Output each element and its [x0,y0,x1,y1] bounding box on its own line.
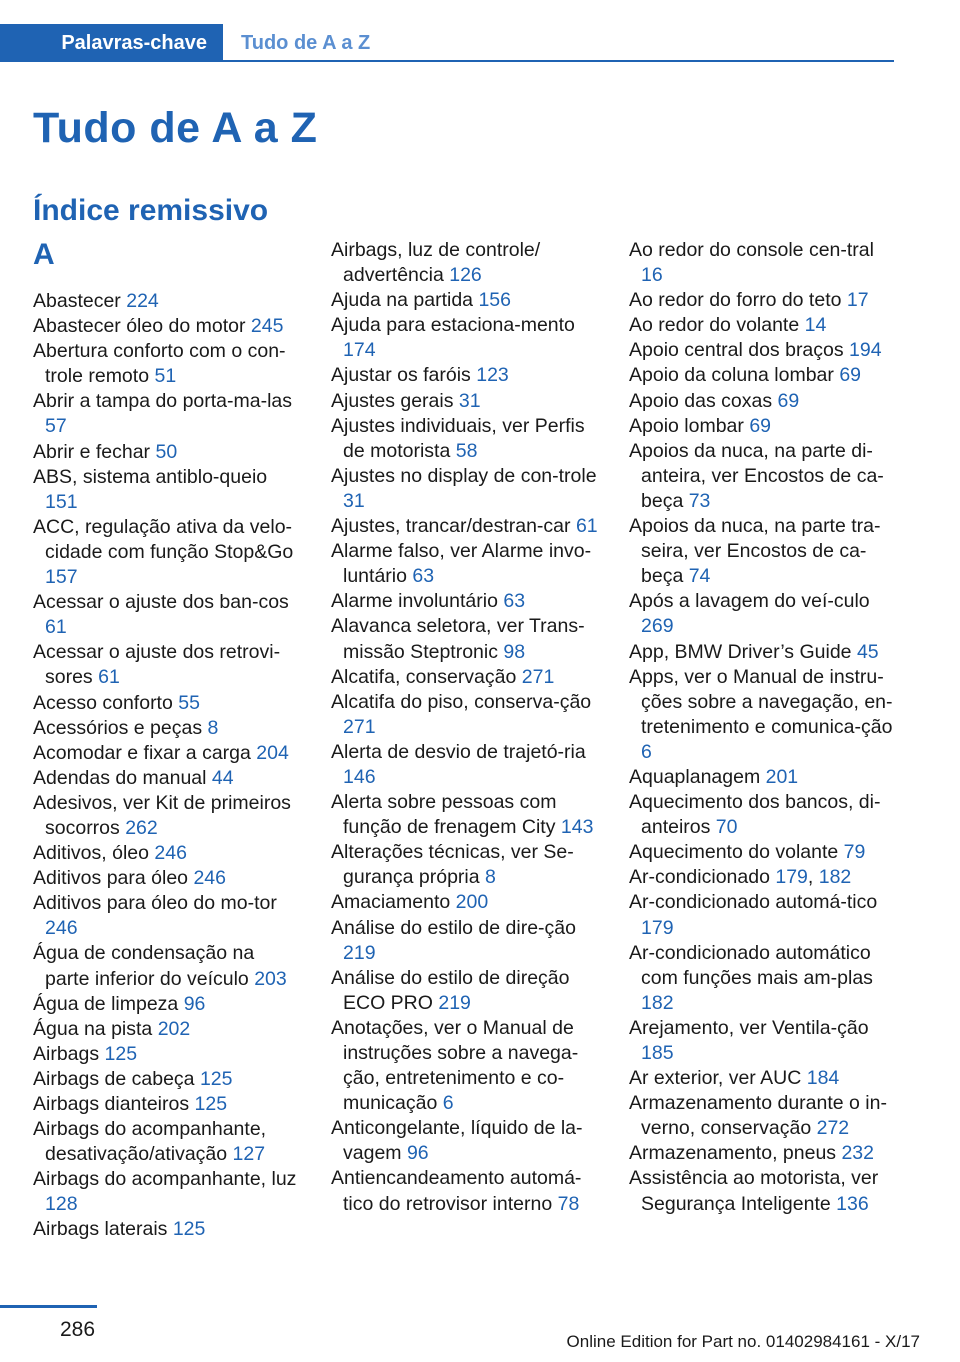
index-entry [33,992,301,1017]
index-entry [331,1116,599,1166]
index-entry [331,966,599,1016]
page-link[interactable]: 126 [449,264,482,287]
page-link[interactable]: 70 [715,816,738,839]
page-link[interactable]: 151 [45,490,78,513]
index-entry [33,1067,301,1092]
page-link[interactable]: 232 [841,1142,874,1165]
index-entry-text: Airbags [33,1042,105,1065]
index-entry [33,791,301,841]
page-link[interactable]: 202 [157,1017,191,1040]
index-entry-text: Acessórios e peças [33,716,208,739]
index-entry [629,1066,897,1091]
index-entry-text: Apoios da nuca, na parte di-anteira, ver Encostos de ca-beça [629,439,884,512]
index-entry [33,440,301,465]
index-entry [33,866,301,891]
index-entry-text: Apoio lombar [629,414,750,437]
index-entry [33,339,301,389]
index-entry [629,790,897,840]
index-entry [629,288,897,313]
page-link[interactable]: 182 [818,866,852,889]
page-title: Tudo de A a Z [33,104,318,152]
index-entry-text: Aquecimento do volante [629,841,844,864]
index-entry [331,464,599,514]
index-entry [629,1141,897,1166]
page-link[interactable]: 8 [207,716,219,739]
page-link[interactable]: 179 [641,916,674,939]
index-entry-text: App, BMW Driver’s Guide [629,640,857,663]
index-entry-text: Análise do estilo de direção ECO PRO [331,966,570,1014]
section-letter: A [33,238,55,271]
page-link[interactable]: 55 [178,691,200,714]
page-link[interactable]: 143 [560,816,594,839]
index-entry [331,890,599,915]
index-entry [33,891,301,941]
index-entry-text: Ajustes, trancar/destran-car [331,515,576,538]
index-entry [331,414,599,464]
page-link[interactable]: 31 [343,489,365,512]
index-entry [33,314,301,339]
page-link[interactable]: 125 [194,1093,228,1115]
index-entry-text: Adesivos, ver Kit de primeiros socorros [33,791,291,839]
page-link[interactable]: 6 [641,740,652,763]
index-entry [629,1016,897,1066]
index-entry-text: Alarme involuntário [331,590,504,613]
page-subtitle: Índice remissivo [33,194,269,227]
page-link[interactable]: 246 [45,917,78,940]
page-link[interactable]: 16 [641,264,663,287]
index-entry [33,1092,301,1117]
index-entry-text: Aditivos para óleo do mo-tor [33,892,277,915]
index-entry [33,515,301,590]
index-entry-text: Abertura conforto com o con-trole remoto [33,340,286,388]
index-entry [33,841,301,866]
index-entry [629,941,897,1016]
index-entry-text: Alarme falso, ver Alarme invo-luntário [331,540,592,588]
index-entry [331,288,599,313]
index-entry-text: Ajuda para estaciona-mento [331,314,575,337]
index-entry [331,665,599,690]
page-link[interactable]: 79 [843,841,866,864]
page-link[interactable]: 44 [211,766,234,789]
footer-edition: Online Edition for Part no. 01402984161 - X/17 [566,1332,920,1351]
index-entry [629,313,897,338]
index-entry-text: Airbags do acompanhante, luz [33,1168,297,1191]
page-link[interactable]: 219 [438,991,471,1014]
page-link[interactable]: 194 [849,339,882,362]
index-entry-text: Ar-condicionado [629,866,776,889]
index-entry-text: Apoio da coluna lombar [629,364,840,387]
page-link[interactable]: 269 [641,615,674,638]
index-entry [629,439,897,514]
index-entry [33,716,301,741]
page-link[interactable]: 219 [343,941,376,964]
index-entry-text: Alavanca seletora, ver Trans-missão Steptronic [331,615,585,663]
index-entry [331,589,599,614]
index-entry [629,363,897,388]
index-entry-text: Ajustes individuais, ver Perfis de motorista [331,414,585,462]
page-link[interactable]: 78 [557,1192,580,1215]
page-link[interactable]: 200 [455,891,489,914]
index-entry [629,640,897,665]
index-entry-text: Apoio das coxas [629,389,778,412]
index-column-2 [331,238,599,1217]
index-entry [33,1217,301,1242]
index-entry [629,514,897,589]
tab-divider [223,60,894,62]
page-link[interactable]: 272 [816,1117,850,1140]
index-entry [629,765,897,790]
index-entry-text: Acessar o ajuste dos ban-cos [33,591,289,614]
index-entry-text: Abrir a tampa do porta-ma-las [33,390,293,413]
tab-tudo-de-a-a-z[interactable]: Tudo de A a Z [241,31,371,54]
index-entry [33,640,301,690]
index-entry [331,539,599,589]
index-entry-text: Assistência ao motorista, ver Segurança Inteligente [629,1167,879,1215]
page-link[interactable]: 63 [412,565,435,588]
index-entry-text: Alerta sobre pessoas com função de frenagem City [331,791,561,839]
index-column-1 [33,289,301,1243]
page-link[interactable]: 69 [777,389,800,412]
index-entry-text: Antiencandeamento automá-tico do retrovisor interno [331,1167,582,1215]
page-link[interactable]: 61 [98,666,120,689]
index-entry [331,840,599,890]
index-entry-text: Alcatifa, conservação [331,665,522,688]
index-entry [629,665,897,765]
index-entry-text: Apoio central dos braços [629,339,850,362]
page-link[interactable]: 69 [839,364,862,387]
index-entry-text: Aquecimento dos bancos, di-anteiros [629,791,881,839]
page-link[interactable]: 127 [232,1143,266,1166]
index-entry-text: Água de limpeza [33,992,184,1015]
index-entry [331,313,599,363]
index-entry [33,741,301,766]
page-link[interactable]: 246 [193,867,226,890]
index-entry [33,1017,301,1042]
index-entry-text: Após a lavagem do veí-culo [629,590,870,613]
page-link[interactable]: 271 [343,715,376,738]
page-link[interactable]: 50 [155,440,178,463]
page-link[interactable]: 63 [503,590,526,613]
page-link[interactable]: 271 [521,665,555,688]
index-entry-text: Anticongelante, líquido de la-vagem [331,1117,583,1165]
header-tab-bar [0,0,894,62]
index-entry-text: Armazenamento, pneus [629,1142,842,1165]
index-entry [33,1042,301,1067]
index-entry [629,890,897,940]
page-link[interactable]: 157 [45,566,78,589]
index-entry [629,338,897,363]
index-entry-text: Apps, ver o Manual de instru-ções sobre a navegação, en-tretenimento e comunica-ção [629,665,893,738]
index-entry [331,740,599,790]
page-link[interactable]: 128 [45,1193,78,1216]
index-entry [629,1091,897,1141]
index-entry-text: Alcatifa do piso, conserva-ção [331,690,592,713]
index-entry-text: Aquaplanagem [629,765,766,788]
index-entry [331,916,599,966]
index-entry-text: Adendas do manual [33,766,212,789]
index-entry [33,766,301,791]
page-link[interactable]: 74 [688,565,711,588]
index-entry-text: Airbags laterais [33,1218,173,1241]
page-link[interactable]: 174 [343,339,376,362]
index-entry [629,840,897,865]
page-link[interactable]: 61 [45,616,67,639]
index-entry [331,389,599,414]
page-link[interactable]: 98 [503,640,526,663]
index-entry-text: Abastecer [33,290,127,312]
page-link[interactable]: 203 [254,967,287,990]
page-link[interactable]: 69 [749,414,772,437]
index-entry [33,1167,301,1217]
index-entry-text: Ar exterior, ver AUC [629,1067,807,1090]
index-entry [629,238,897,288]
index-entry-text: Airbags de cabeça [33,1067,200,1090]
page-link[interactable]: 125 [104,1042,138,1065]
footer-accent-bar [0,1305,97,1308]
page-link[interactable]: 246 [154,842,187,865]
index-entry [33,1117,301,1167]
index-entry-text: Alerta de desvio de trajetó-ria [331,740,586,763]
index-entry-text: Água de condensação na parte inferior do veículo [33,942,255,990]
page-link[interactable]: 201 [765,765,799,788]
index-entry-text: Ajustes no display de con-trole [331,464,597,487]
index-entry-text: Airbags, luz de controle/ advertência [331,239,541,287]
index-entry-text: Ao redor do forro do teto [629,289,847,312]
index-entry-text: Airbags do acompanhante, desativação/ativação [33,1118,267,1166]
index-entry-text: Abastecer óleo do motor [33,315,251,338]
index-entry-text: Ajustar os faróis [331,364,477,387]
index-entry [33,389,301,439]
index-entry [331,790,599,840]
page-link[interactable]: 45 [856,640,879,663]
page-link[interactable]: 96 [406,1142,429,1165]
index-entry-text: Apoios da nuca, na parte tra-seira, ver Encostos de ca-beça [629,515,881,588]
index-column-3 [629,238,897,1217]
index-entry-text: Airbags dianteiros [33,1093,195,1115]
page-link[interactable]: 6 [442,1092,454,1115]
page-link[interactable]: 14 [804,314,827,337]
index-entry-text: Acomodar e fixar a carga [33,741,257,764]
index-entry-text: Ao redor do console cen-tral [629,239,874,261]
index-entry-text: Armazenamento durante o in-verno, conservação [629,1092,887,1140]
page-link[interactable]: 185 [641,1042,674,1064]
index-entry-text: Aditivos, óleo [33,842,155,865]
page-link[interactable]: 245 [250,315,284,338]
index-entry [629,589,897,639]
tab-palavras-chave[interactable]: Palavras-chave [0,24,223,62]
page-link[interactable]: 136 [836,1192,869,1215]
page-link[interactable]: 146 [343,765,376,788]
page-link[interactable]: 96 [183,992,206,1015]
index-entry [331,363,599,388]
page-link[interactable]: 58 [455,439,478,462]
index-entry-text: Aditivos para óleo [33,867,194,890]
page-link[interactable]: 73 [688,489,711,512]
index-entry-text: ABS, sistema antiblo-queio [33,465,268,488]
index-entry: Ar-condicionado 179, 182 [629,866,852,889]
index-entry-text: Ajustes gerais [331,389,459,412]
page-link[interactable]: 204 [256,741,289,764]
index-entry-text: Acessar o ajuste dos retrovi-sores [33,641,281,689]
index-entry-text: Ao redor do volante [629,314,805,337]
index-entry [331,238,599,288]
page-link[interactable]: 57 [45,415,67,438]
page-link[interactable]: 125 [199,1067,233,1090]
index-entry-text: Anotações, ver o Manual de instruções sobre a navega-ção, entretenimento e co-municação [331,1016,579,1115]
index-entry-text: ACC, regulação ativa da velo-cidade com função Stop&Go [33,515,294,563]
index-entry-text: Acesso conforto [33,691,179,714]
index-entry-text: Ajuda na partida [331,289,479,312]
index-entry-text: Arejamento, ver Ventila-ção [629,1016,869,1039]
index-entry [629,414,897,439]
index-entry [33,289,301,314]
page-link[interactable]: 179 [775,866,808,889]
page-link[interactable]: 224 [126,290,159,312]
page-link[interactable]: 17 [846,289,869,312]
index-entry-text: Abrir e fechar [33,440,156,463]
page-number: 286 [60,1318,96,1341]
index-entry [33,691,301,716]
index-entry-text: Análise do estilo de dire-ção [331,916,576,939]
page-link[interactable]: 182 [641,991,674,1014]
index-entry [331,690,599,740]
index-entry [33,941,301,991]
index-entry-text: Amaciamento [331,891,456,914]
index-entry-text: Ar-condicionado automá-tico [629,891,878,914]
page-link[interactable]: 125 [172,1218,206,1241]
page-link[interactable]: 31 [458,389,481,412]
index-entry [331,614,599,664]
page-link[interactable]: 156 [478,289,511,312]
page-link[interactable]: 51 [154,365,177,388]
index-entry-text: Água na pista [33,1017,158,1040]
page-link[interactable]: 123 [476,364,509,387]
index-entry [629,389,897,414]
index-entry-text: Alterações técnicas, ver Se-gurança própria [331,841,574,889]
index-entry [33,590,301,640]
index-entry [331,1016,599,1116]
index-entry-text: Ar-condicionado automático com funções mais am-plas [629,941,873,989]
page-link[interactable]: 262 [125,816,158,839]
page-link[interactable]: 8 [485,866,496,889]
page-link[interactable]: 184 [806,1067,840,1090]
page-link[interactable]: 61 [575,515,598,538]
index-entry [331,514,599,539]
index-entry [33,465,301,515]
index-entry [331,1166,599,1216]
index-entry [629,1166,897,1216]
